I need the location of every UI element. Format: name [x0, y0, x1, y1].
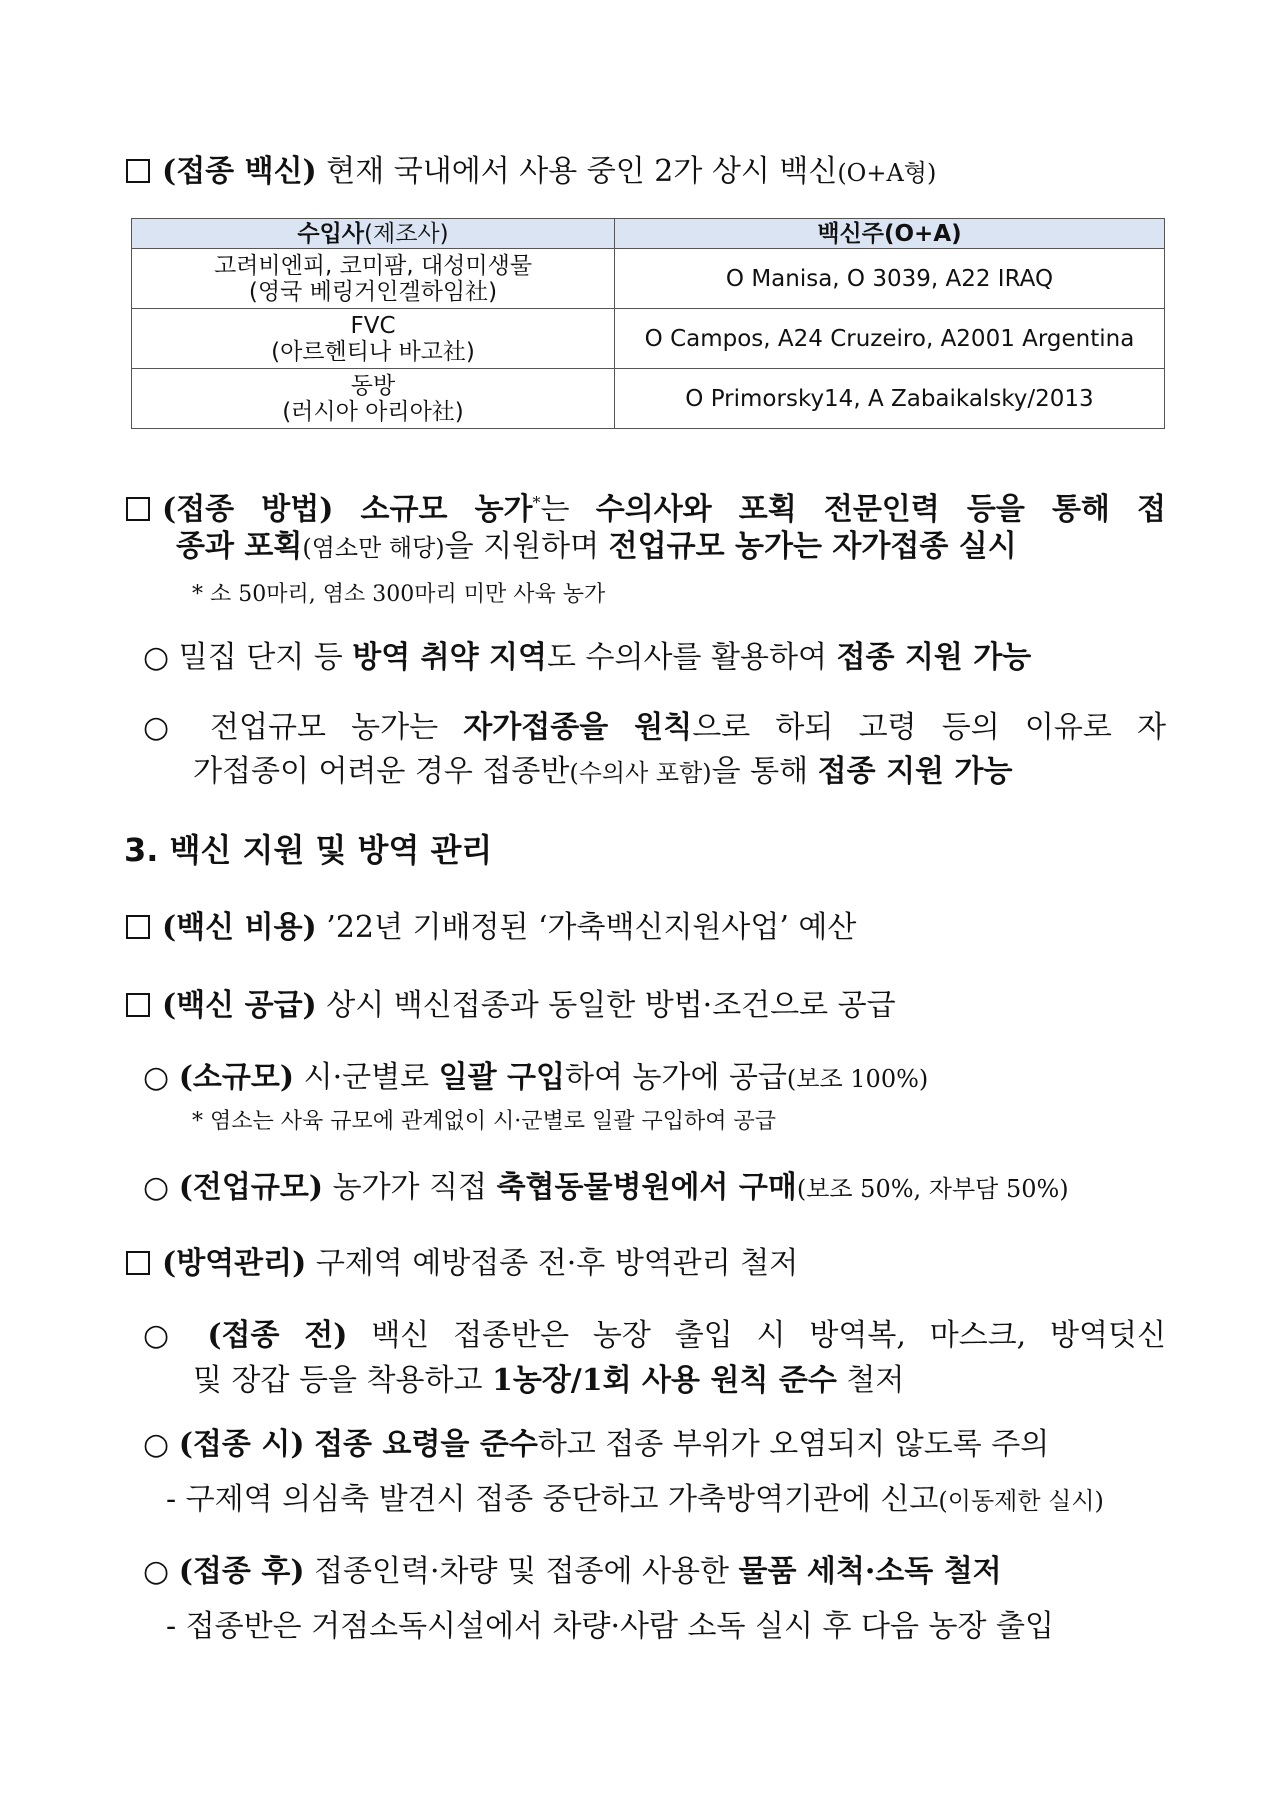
section-vaccine-cost: (백신 비용) ’22년 기배정된 ‘가축백신지원사업’ 예산: [126, 908, 856, 948]
maker-cell: 고려비엔피, 코미팜, 대성미생물 (영국 베링거인겔하임社): [132, 249, 615, 309]
circle-bullet-icon: ○: [143, 1060, 170, 1095]
bullet-during-vaccination: ○ (접종 시) 접종 요령을 준수하고 접종 부위가 오염되지 않도록 주의: [143, 1427, 1050, 1462]
section-quarantine-management: (방역관리) 구제역 예방접종 전·후 방역관리 철저: [126, 1244, 798, 1284]
checkbox-square-icon: [126, 993, 150, 1017]
bullet-small-scale: ○ (소규모) 시·군별로 일괄 구입하여 농가에 공급(보조 100%): [143, 1060, 929, 1095]
bullet-before-vaccination-line2: 및 장갑 등을 착용하고 1농장/1회 사용 원칙 준수 철저: [193, 1363, 905, 1398]
strain-cell: O Campos, A24 Cruzeiro, A2001 Argentina: [615, 309, 1165, 369]
table-row: [132, 309, 1165, 369]
table-header-row: [132, 219, 1165, 249]
maker-cell: 동방 (러시아 아리아社): [132, 369, 615, 429]
checkbox-square-icon: [126, 497, 150, 521]
bullet-after-vaccination: ○ (접종 후) 접종인력·차량 및 접종에 사용한 물품 세척·소독 철저: [143, 1554, 1002, 1589]
circle-bullet-icon: ○: [143, 710, 185, 745]
section-vaccine-supply: (백신 공급) 상시 백신접종과 동일한 방법·조건으로 공급: [126, 986, 896, 1026]
circle-bullet-icon: ○: [143, 1427, 170, 1462]
strain-cell: O Primorsky14, A Zabaikalsky/2013: [615, 369, 1165, 429]
circle-bullet-icon: ○: [143, 640, 170, 675]
dash-item-suspected: - 구제역 의심축 발견시 접종 중단하고 가축방역기관에 신고(이동제한 실시): [166, 1482, 1104, 1517]
circle-bullet-icon: ○: [143, 1554, 170, 1589]
circle-bullet-icon: ○: [143, 1318, 184, 1353]
section-vaccination-method-line2: 종과 포획(염소만 해당)을 지원하며 전업규모 농가는 자가접종 실시: [176, 529, 1017, 564]
strain-cell: O Manisa, O 3039, A22 IRAQ: [615, 249, 1165, 309]
footnote-small-farm: * 소 50마리, 염소 300마리 미만 사육 농가: [192, 582, 606, 607]
header-strain: 백신주(O+A): [615, 219, 1165, 249]
circle-bullet-icon: ○: [143, 1170, 170, 1205]
checkbox-square-icon: [126, 915, 150, 939]
bullet-before-vaccination-line1: ○ (접종 전) 백신 접종반은 농장 출입 시 방역복, 마스크, 방역덧신: [143, 1318, 1166, 1353]
footnote-goat: * 염소는 사육 규모에 관계없이 시·군별로 일괄 구입하여 공급: [192, 1109, 776, 1134]
bullet-full-scale-purchase: ○ (전업규모) 농가가 직접 축협동물병원에서 구매(보조 50%, 자부담 50%): [143, 1170, 1069, 1205]
table-row: [132, 369, 1165, 429]
maker-cell: FVC (아르헨티나 바고社): [132, 309, 615, 369]
bullet-full-scale-line1: ○ 전업규모 농가는 자가접종을 원칙으로 하되 고령 등의 이유로 자: [143, 710, 1166, 745]
section-vaccination-method-line1: (접종 방법) 소규모 농가*는 수의사와 포획 전문인력 등을 통해 접: [126, 483, 1166, 530]
checkbox-square-icon: [126, 1251, 150, 1275]
dash-item-disinfection: - 접종반은 거점소독시설에서 차량·사람 소독 실시 후 다음 농장 출입: [166, 1609, 1054, 1644]
bullet-full-scale-line2: 가접종이 어려운 경우 접종반(수의사 포함)을 통해 접종 지원 가능: [193, 754, 1013, 789]
vaccine-table: [131, 218, 1165, 429]
checkbox-square-icon: [126, 159, 150, 183]
section-heading: 3. 백신 지원 및 방역 관리: [124, 831, 493, 869]
header-importer: 수입사(제조사): [132, 219, 615, 249]
section-vaccine-type: (접종 백신) 현재 국내에서 사용 중인 2가 상시 백신(O+A형): [126, 152, 936, 193]
bullet-dense-area: ○ 밀집 단지 등 방역 취약 지역도 수의사를 활용하여 접종 지원 가능: [143, 640, 1032, 675]
table-row: [132, 249, 1165, 309]
